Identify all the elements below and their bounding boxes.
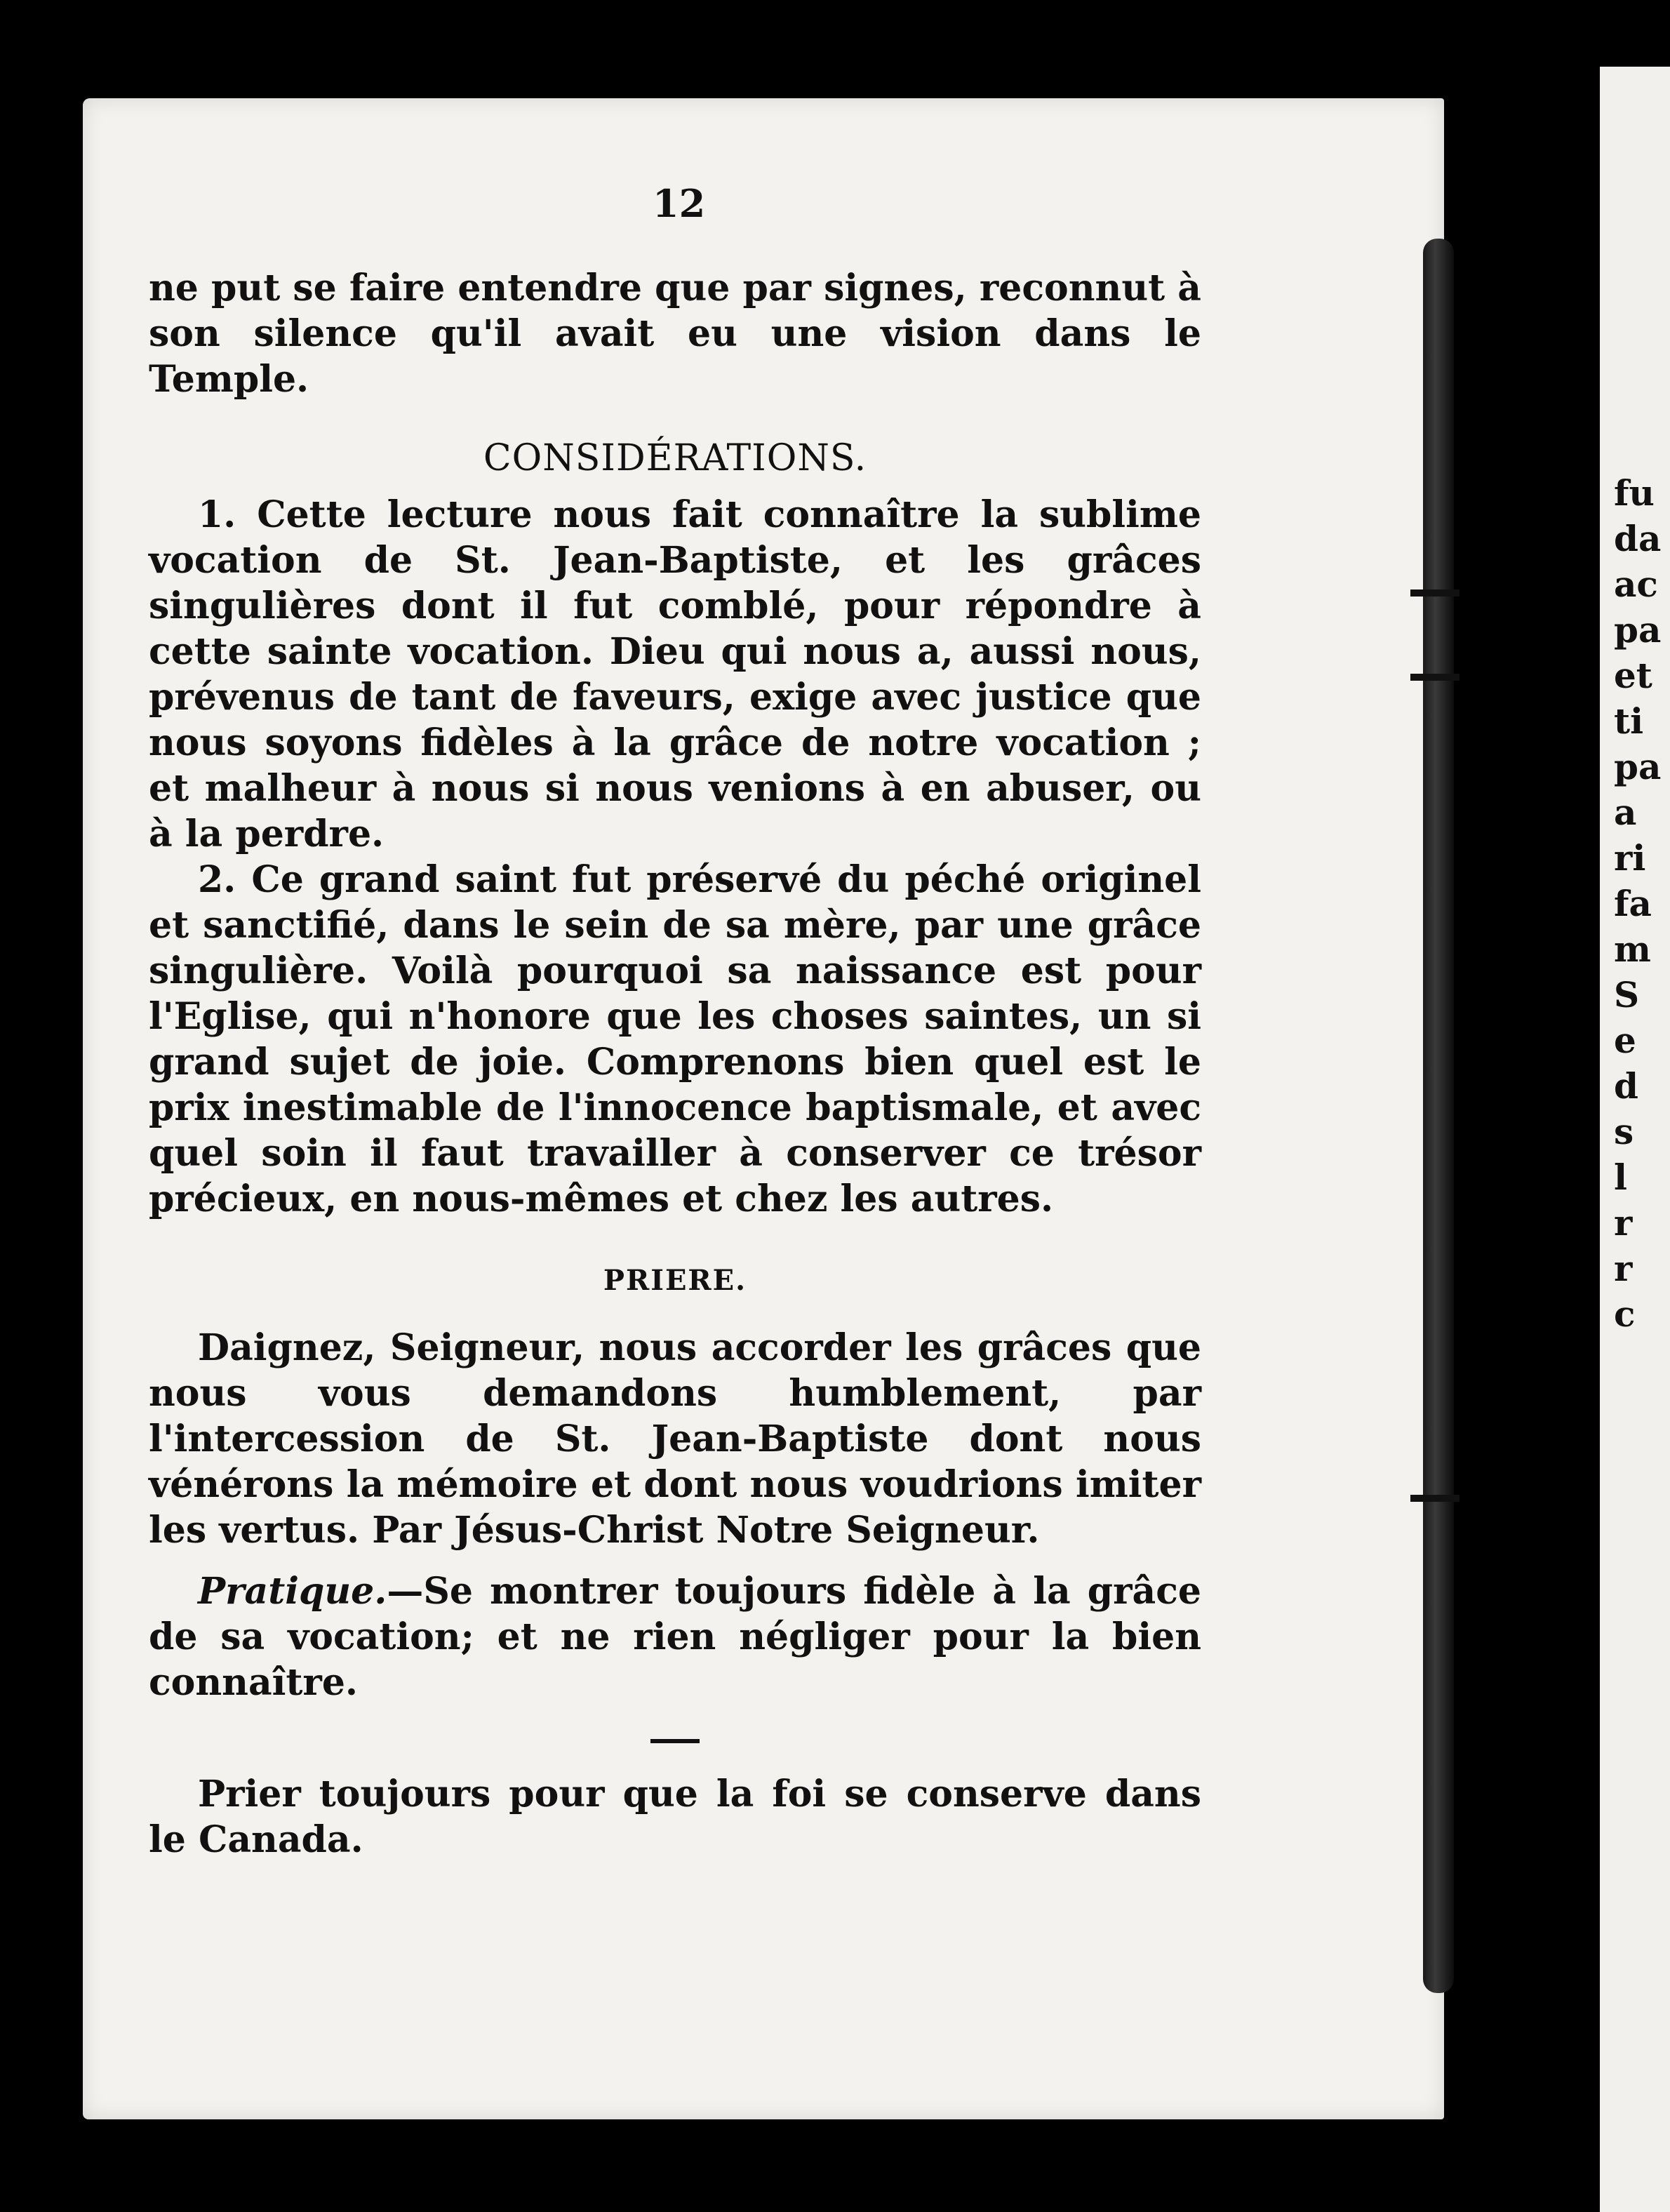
fragment-line: r bbox=[1614, 1248, 1633, 1289]
priere-heading: PRIERE. bbox=[603, 1264, 747, 1297]
pratique-text: —Se montrer toujours fidèle à la grâce de sa vocation; et ne rien négliger pour la bien connaître. bbox=[149, 1570, 1201, 1704]
fragment-line: pa bbox=[1614, 609, 1662, 651]
fragment-line: da bbox=[1614, 518, 1662, 559]
fragment-line: e bbox=[1614, 1020, 1636, 1061]
consideration-2: 2. Ce grand saint fut préservé du péché originel et sanctifié, dans le sein de sa mère, par une grâce singulière. Voilà pourquoi sa naissance est pour l'Eglise, qui n'honore que les choses saintes, un si grand sujet de joie. Comprenons bien quel est le prix inestimable de l'innocence baptismale, et avec quel soin il faut travailler à conserver ce trésor précieux, en nous-mêmes et chez les autres. bbox=[149, 858, 1201, 1220]
fragment-line: c bbox=[1614, 1293, 1636, 1335]
fragment-line: l bbox=[1614, 1157, 1627, 1198]
book-spine bbox=[1423, 239, 1454, 1993]
page-text bbox=[149, 182, 1201, 1863]
page-number: 12 bbox=[653, 181, 706, 226]
fragment-line: r bbox=[1614, 1202, 1633, 1244]
fragment-line: ri bbox=[1614, 837, 1646, 879]
fragment-line: fa bbox=[1614, 883, 1652, 924]
fragment-line: pa bbox=[1614, 746, 1662, 787]
fragment-line: d bbox=[1614, 1065, 1638, 1107]
fragment-line: s bbox=[1614, 1111, 1634, 1152]
spine-binding-mark bbox=[1410, 589, 1459, 597]
fragment-line: et bbox=[1614, 655, 1652, 696]
pratique-paragraph bbox=[149, 1568, 1201, 1705]
fragment-line: ti bbox=[1614, 700, 1644, 742]
spine-binding-mark bbox=[1410, 674, 1459, 681]
spine-binding-mark bbox=[1410, 1495, 1459, 1502]
intro-paragraph: ne put se faire entendre que par signes, reconnut à son silence qu'il avait eu une vision dans le Temple. bbox=[149, 267, 1201, 401]
fragment-line: fu bbox=[1614, 472, 1655, 514]
fragment-line: a bbox=[1614, 792, 1637, 833]
closing-paragraph: Prier toujours pour que la foi se conserve dans le Canada. bbox=[149, 1773, 1201, 1861]
considerations-heading: CONSIDÉRATIONS. bbox=[483, 437, 867, 479]
fragment-line: m bbox=[1614, 928, 1651, 970]
consideration-1: 1. Cette lecture nous fait connaître la sublime vocation de St. Jean-Baptiste, et les grâces singulières dont il fut comblé, pour répondre à cette sainte vocation. Dieu qui nous a, aussi nous, prévenus de tant de faveurs, exige avec justice que nous soyons fidèles à la grâce de notre vocation ; et malheur à nous si nous venions à en abuser, ou à la perdre. bbox=[149, 493, 1201, 855]
priere-paragraph: Daignez, Seigneur, nous accorder les grâces que nous vous demandons humblement, par l'intercession de St. Jean-Baptiste dont nous vénérons la mémoire et dont nous voudrions imiter les vertus. Par Jésus-Christ Notre Seigneur. bbox=[149, 1326, 1201, 1552]
fragment-line: ac bbox=[1614, 564, 1658, 605]
fragment-line: S bbox=[1614, 974, 1640, 1015]
pratique-label: Pratique. bbox=[198, 1570, 387, 1613]
right-page-text-fragments bbox=[1614, 470, 1670, 1337]
